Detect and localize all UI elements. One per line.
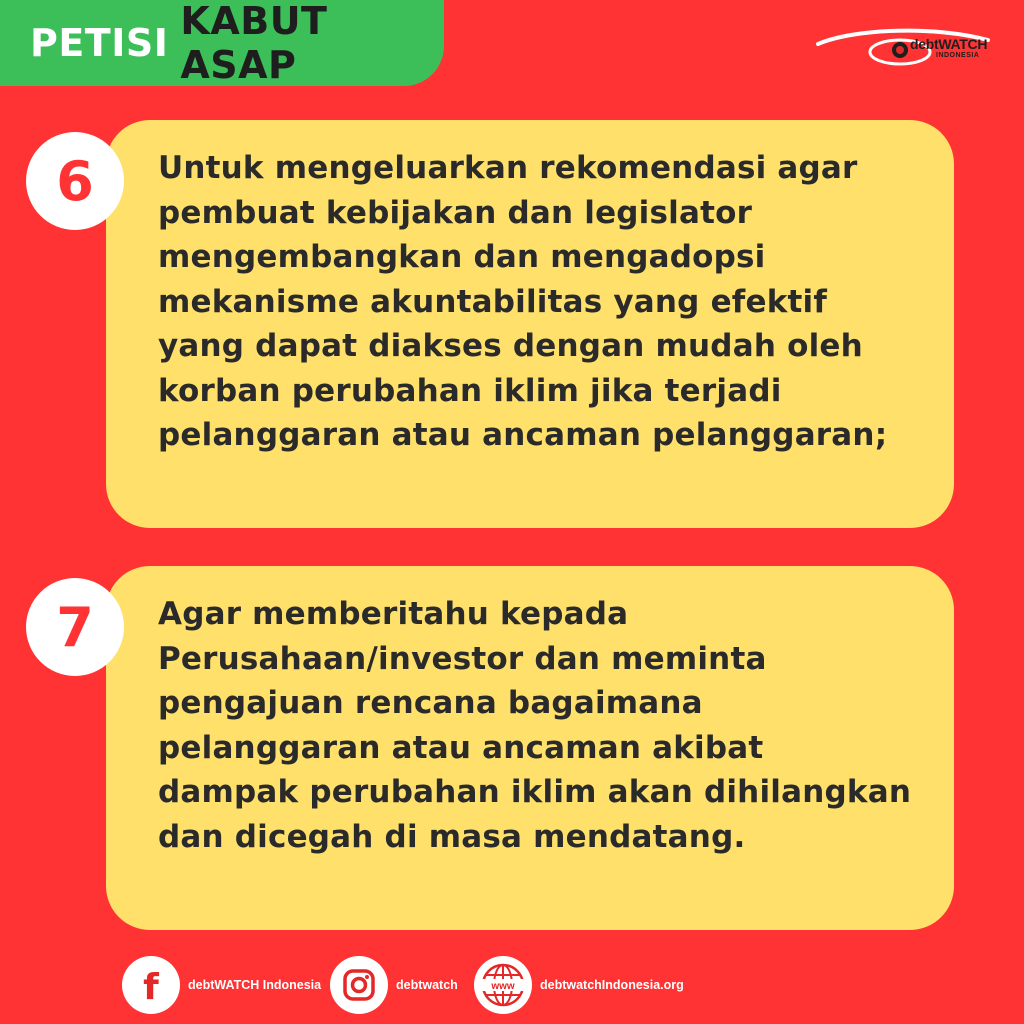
footer-facebook[interactable] (122, 956, 321, 1014)
point-number-6: 6 (26, 132, 124, 230)
title-part-2: KABUT ASAP (180, 0, 328, 87)
website-label[interactable]: debtwatchIndonesia.org (540, 978, 684, 992)
title-banner (0, 0, 444, 86)
point-number-7: 7 (26, 578, 124, 676)
logo-subtitle: INDONESIA (936, 52, 980, 59)
instagram-label[interactable]: debtwatch (396, 978, 458, 992)
facebook-label[interactable]: debtWATCH Indonesia (188, 978, 322, 992)
globe-www-icon[interactable] (474, 956, 532, 1014)
footer-website[interactable] (474, 956, 684, 1014)
debtwatch-logo (816, 26, 992, 72)
point-card-6 (106, 120, 954, 528)
point-card-7 (106, 566, 954, 930)
point-text-6: Untuk mengeluarkan rekomendasi agar pembuat kebijakan dan legislator mengembangkan dan mengadopsi mekanisme akuntabilitas yang efektif yang dapat diakses dengan mudah oleh korban perubahan iklim jika terjadi pelanggaran atau ancaman pelanggaran; (158, 150, 888, 453)
instagram-icon[interactable] (330, 956, 388, 1014)
footer-instagram[interactable] (330, 956, 458, 1014)
logo-brand: debtWATCH (910, 36, 988, 52)
www-text: www (491, 981, 515, 992)
facebook-icon[interactable]: f (122, 956, 180, 1014)
point-text-7: Agar memberitahu kepada Perusahaan/investor dan meminta pengajuan rencana bagaimana pelanggaran atau ancaman akibat dampak perubahan iklim akan dihilangkan dan dicegah di masa mendatang. (158, 596, 912, 855)
title-part-1: PETISI (30, 21, 169, 65)
